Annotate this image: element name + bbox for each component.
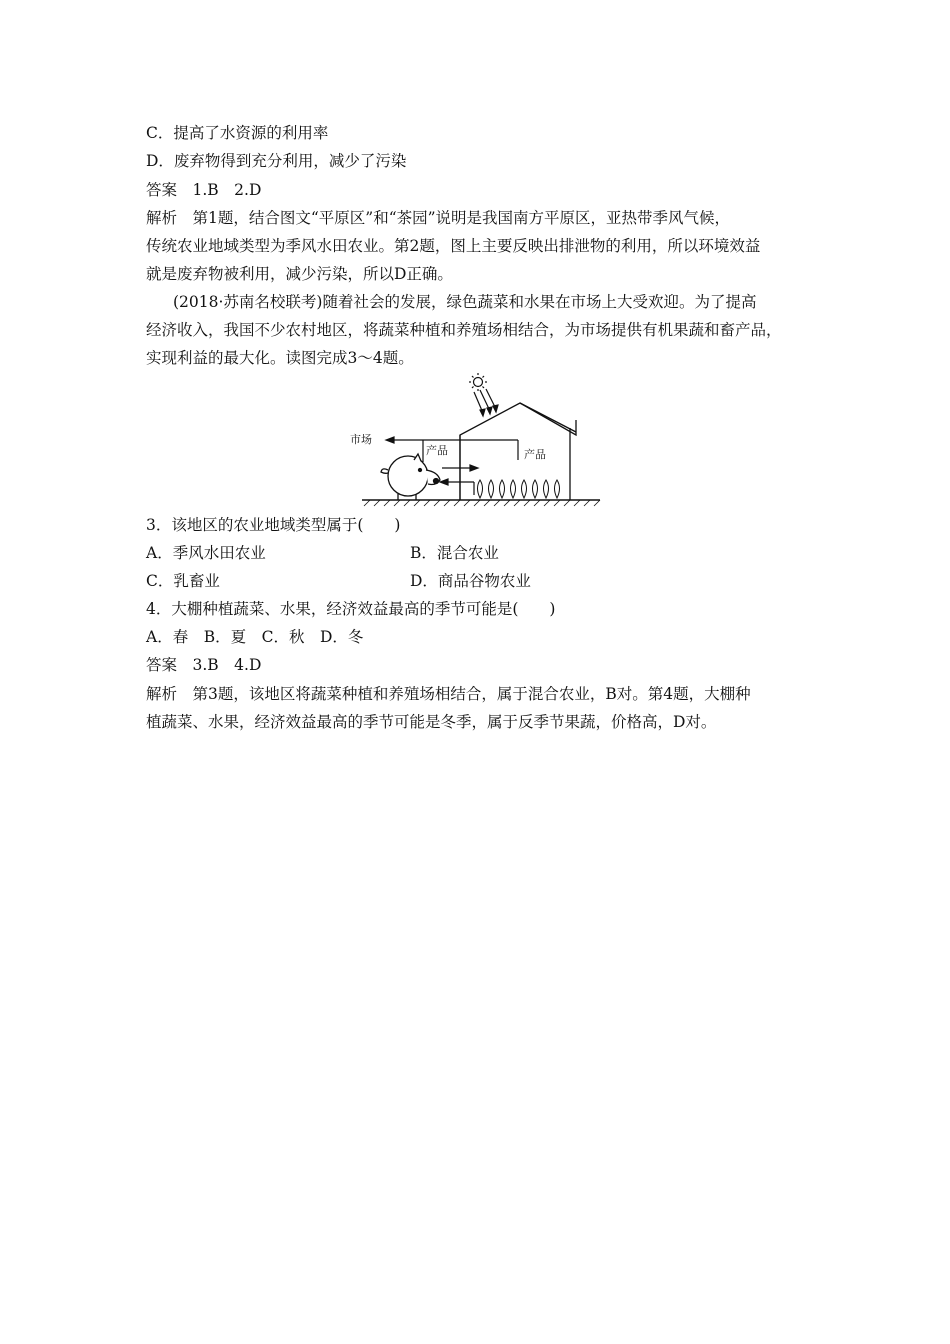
explanation2-line-1: 解析 第3题，该地区将蔬菜种植和养殖场相结合，属于混合农业，B对。第4题，大棚种 bbox=[146, 685, 751, 703]
product-label-right: 产品 bbox=[524, 448, 546, 461]
explanation-line-3: 就是废弃物被利用，减少污染，所以D正确。 bbox=[146, 265, 453, 283]
question-4: 4．大棚种植蔬菜、水果，经济效益最高的季节可能是( ) bbox=[146, 600, 556, 618]
passage-line-3: 实现利益的最大化。读图完成3～4题。 bbox=[146, 349, 414, 367]
option-c-text: C．提高了水资源的利用率 bbox=[146, 124, 329, 142]
option-d-text: D．废弃物得到充分利用，减少了污染 bbox=[146, 152, 407, 170]
question-3-option-a: A．季风水田农业 bbox=[146, 544, 266, 562]
question-3: 3．该地区的农业地域类型属于( ) bbox=[146, 516, 401, 534]
sun-icon bbox=[469, 373, 487, 391]
answer-line-1: 答案 1.B 2.D bbox=[146, 181, 262, 199]
passage-line-2: 经济收入，我国不少农村地区，将蔬菜种植和养殖场相结合，为市场提供有机果蔬和畜产品， bbox=[146, 321, 782, 339]
question-4-options: A．春 B．夏 C．秋 D．冬 bbox=[146, 628, 364, 646]
vegetable-icon bbox=[478, 480, 560, 498]
farm-diagram bbox=[350, 370, 602, 508]
market-label: 市场 bbox=[350, 433, 372, 446]
explanation2-line-2: 植蔬菜、水果，经济效益最高的季节可能是冬季，属于反季节果蔬，价格高，D对。 bbox=[146, 713, 717, 731]
question-3-option-b: B．混合农业 bbox=[410, 544, 499, 562]
pig-icon bbox=[381, 454, 440, 500]
ground bbox=[362, 500, 600, 506]
answer-line-2: 答案 3.B 4.D bbox=[146, 656, 262, 674]
sunlight-arrows bbox=[474, 389, 498, 416]
question-3-option-c: C．乳畜业 bbox=[146, 572, 220, 590]
product-label-left: 产品 bbox=[426, 444, 448, 457]
question-3-option-d: D．商品谷物农业 bbox=[410, 572, 531, 590]
explanation-line-1: 解析 第1题，结合图文“平原区”和“茶园”说明是我国南方平原区，亚热带季风气候， bbox=[146, 209, 731, 227]
explanation-line-2: 传统农业地域类型为季风水田农业。第2题，图上主要反映出排泄物的利用，所以环境效益 bbox=[146, 237, 761, 255]
passage-line-1: (2018·苏南名校联考)随着社会的发展，绿色蔬菜和水果在市场上大受欢迎。为了提高 bbox=[173, 293, 757, 311]
